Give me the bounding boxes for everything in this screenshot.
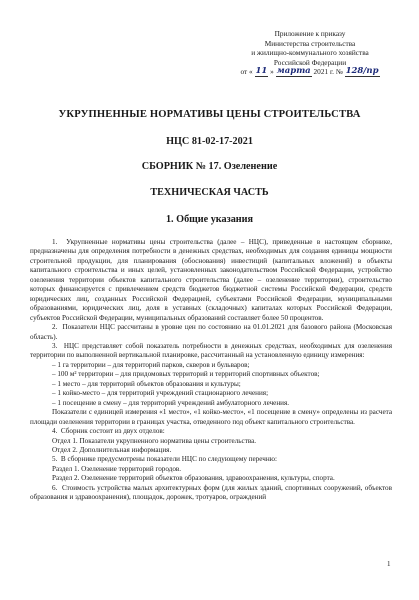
paragraph: 3. НЦС представляет собой показатель потребности в денежных средствах, необходимых для озеленения территории по выполненной вертикальной планировке, рассчитанный на установленную единицу измерения: [30, 341, 392, 360]
date-prefix: от « [240, 67, 253, 77]
collection-heading: СБОРНИК № 17. Озеленение [141, 161, 278, 172]
paragraph: 2. Показатели НЦС рассчитаны в уровне цен по состоянию на 01.01.2021 для базового района (Московская область). [30, 323, 392, 341]
part-heading: ТЕХНИЧЕСКАЯ ЧАСТЬ [150, 187, 269, 198]
paragraph: Раздел 1. Озеленение территорий городов. [52, 464, 182, 473]
paragraph: Отдел 2. Дополнительная информация. [52, 445, 172, 454]
main-heading: УКРУПНЕННЫЕ НОРМАТИВЫ ЦЕНЫ СТРОИТЕЛЬСТВА [58, 109, 361, 120]
paragraph: Раздел 2. Озеленение территорий объектов образования, здравоохранения, культуры, спорта. [52, 474, 335, 483]
paragraph: – 1 га территории – для территорий парков, скверов и бульваров; [52, 360, 250, 369]
appendix-line: Министерства строительства [264, 38, 356, 48]
paragraph: Показатели с единицей измерения «1 место», «1 койко-место», «1 посещение в смену» определены из расчета площади озеленения территории в границах участка, отведенного под объект капитального строительства. [30, 408, 392, 426]
handwritten-month: марта [276, 66, 311, 77]
body-text [30, 238, 392, 503]
handwritten-number: 128/пр [345, 66, 379, 77]
code-heading: НЦС 81-02-17-2021 [166, 136, 253, 147]
paragraph: 1. Укрупненные нормативы цены строительства (далее – НЦС), приведенные в настоящем сборнике, предназначены для определения потребности в денежных средствах, необходимых для создания единицы мощности строительной продукции, для планирования (обоснования) инвестиций (капитальных вложений) в объекты капитального строительства и иных целей, установленных законодательством Российской Федерации, устройство озеленения территории объектов капитального строительства (далее – озеленение территории), строительство которых финансируется с привлечением средств бюджетов бюджетной системы Российской Федерации, средств юридических лиц, созданных Российской Федерацией, субъектами Российской Федерации, муниципальными образованиями, юридических лиц, доля в уставных (складочных) капиталах которых Российской Федерации, субъектов Российской Федерации, муниципальных образований составляет более 50 процентов. [30, 238, 392, 322]
paragraph: Отдел 1. Показатели укрупненного норматива цены строительства. [52, 436, 257, 445]
appendix-date-line [230, 67, 390, 78]
appendix-line: Приложение к приказу [274, 29, 346, 38]
handwritten-day: 11 [255, 66, 268, 77]
paragraph: – 100 м² территории – для придомовых территорий и территорий спортивных объектов; [52, 370, 320, 379]
section-heading: 1. Общие указания [165, 214, 254, 225]
paragraph: – 1 место – для территорий объектов образования и культуры; [52, 379, 241, 388]
appendix-block [230, 29, 390, 78]
paragraph: 4. Сборник состоит из двух отделов: [52, 427, 165, 436]
paragraph: 6. Стоимость устройства малых архитектурных форм (для жилых зданий, спортивных сооружений, объектов образования и здравоохранения), площадок, дорожек, тротуаров, ограждений [30, 483, 392, 502]
page-number: 1 [387, 560, 391, 568]
paragraph: – 1 посещение в смену – для территорий учреждений амбулаторного лечения. [52, 398, 290, 407]
paragraph: – 1 койко-место – для территорий учреждений стационарного лечения; [52, 389, 269, 398]
date-year: 2021 г. № [313, 67, 343, 77]
paragraph: 5. В сборнике предусмотрены показатели НЦС по следующему перечню: [52, 455, 277, 464]
appendix-line: и жилищно-коммунального хозяйства [251, 48, 369, 58]
appendix-line: Российской Федерации [273, 57, 347, 67]
date-mid: » [270, 67, 274, 77]
